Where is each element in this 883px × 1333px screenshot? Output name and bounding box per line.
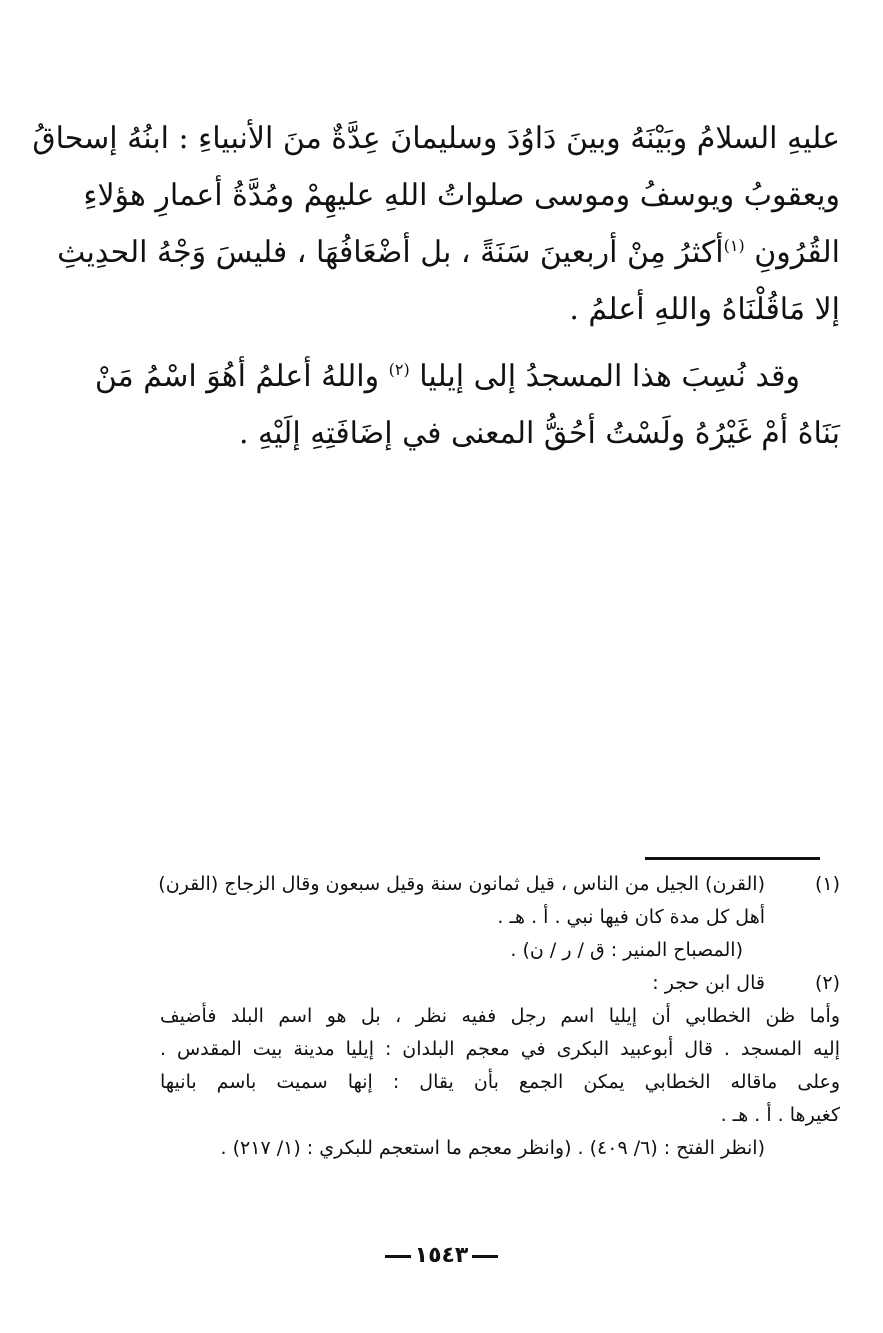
footnote-ref-2[interactable]: (٢)	[388, 360, 410, 379]
footnote-2-line-3: إليه المسجد . قال أبوعبيد البكرى في معجم البلدان : إيليا مدينة بيت المقدس .	[160, 1038, 840, 1060]
page-number-dash-right	[472, 1255, 498, 1258]
page-number-value: ١٥٤٣	[414, 1243, 469, 1268]
main-text	[32, 110, 840, 462]
footnote-separator	[645, 857, 820, 860]
paragraph-2-line-1-end: واللهُ أعلمُ أهُوَ اسْمُ مَنْ	[94, 359, 380, 394]
footnote-2-line-6: (انظر الفتح : (٦/ ٤٠٩) . (وانظر معجم ما استعجم للبكري : (١/ ٢١٧) .	[220, 1137, 765, 1159]
footnote-2-number: (٢)	[814, 972, 840, 994]
footnote-1-number: (١)	[814, 873, 840, 895]
paragraph-1-line-2: ويعقوبُ ويوسفُ وموسى صلواتُ اللهِ عليهِمْ ومُدَّةُ أعمارِ هؤلاءِ	[83, 178, 840, 213]
footnote-1-body	[160, 868, 765, 967]
paragraph-1-line-3	[57, 224, 840, 281]
page-number	[0, 1243, 883, 1268]
paragraph-2-line-1	[94, 348, 840, 405]
paragraph-1-line-3-end: أكثرُ مِنْ أربعينَ سَنَةً ، بل أضْعَافُهَا ، فليسَ وَجْهُ الحدِيثِ	[57, 235, 724, 270]
paragraph-1-line-1: عليهِ السلامُ وبَيْنَهُ وبينَ دَاوُدَ وسليمانَ عِدَّةٌ منَ الأنبياءِ : ابنُهُ إسحاقُ	[32, 121, 840, 156]
paragraph-1	[32, 110, 840, 338]
paragraph-2-line-2: بَنَاهُ أمْ غَيْرُهُ ولَسْتُ أحُقُّ المعنى في إضَافَتِهِ إلَيْهِ .	[238, 416, 840, 451]
footnotes	[160, 868, 840, 1165]
footnote-2-body	[160, 967, 765, 1000]
paragraph-1-line-3-start: القُرُونِ	[754, 235, 840, 270]
paragraph-2	[94, 348, 840, 462]
paragraph-2-line-1-start: وقد نُسِبَ هذا المسجدُ إلى إيليا	[419, 359, 800, 394]
footnote-2-line-2: وأما ظن الخطابي أن إيليا اسم رجل ففيه نظر ، بل هو اسم البلد فأضيف	[160, 1005, 840, 1027]
footnote-2-line-1: قال ابن حجر :	[652, 972, 765, 994]
footnote-1-line-3: (المصباح المنير : ق / ر / ن) .	[510, 939, 743, 961]
footnote-2	[160, 967, 840, 1165]
footnote-ref-1[interactable]: (١)	[723, 236, 745, 255]
footnote-2-quote	[160, 1000, 840, 1165]
footnote-1-line-2: أهل كل مدة كان فيها نبي . أ . هـ .	[497, 906, 765, 928]
paragraph-1-line-4: إلا مَاقُلْنَاهُ واللهِ أعلمُ .	[569, 292, 840, 327]
footnote-2-line-5: كغيرها . أ . هـ .	[720, 1104, 840, 1126]
page-number-dash-left	[385, 1255, 411, 1258]
footnote-2-line-4: وعلى ماقاله الخطابي يمكن الجمع بأن يقال : إنها سميت باسم بانيها	[160, 1071, 840, 1093]
footnote-1	[160, 868, 840, 967]
footnote-1-line-1: (القرن) الجيل من الناس ، قيل ثمانون سنة وقيل سبعون وقال الزجاج (القرن)	[158, 873, 765, 895]
